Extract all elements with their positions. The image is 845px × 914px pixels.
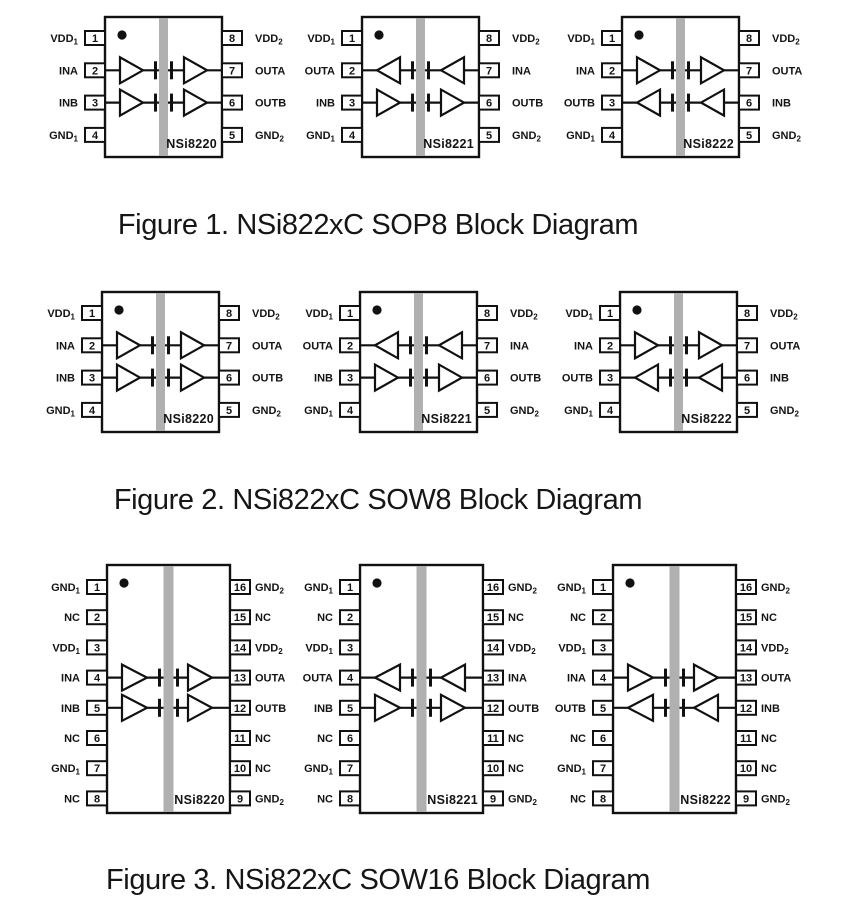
capacitor-plate [687, 94, 690, 112]
pin-label: $GND_2$ [770, 404, 799, 419]
pin-label: $VDD_1$ [307, 33, 335, 47]
pin-number: 2 [91, 65, 99, 78]
pin-number: 7 [599, 763, 607, 776]
capacitor-plate [427, 61, 430, 79]
pin-number: 6 [228, 97, 236, 110]
pin-label: $VDD_1$ [47, 308, 75, 322]
pin-label: OUTA [255, 65, 286, 78]
pin-label: $GND_2$ [255, 129, 284, 144]
pin-label: $GND_1$ [306, 129, 335, 144]
pin-label: OUTB [510, 372, 542, 385]
pin1-indicator-dot [632, 305, 641, 314]
pin-number: 5 [346, 702, 354, 715]
pin-number: 4 [93, 672, 101, 685]
pin-number: 2 [346, 340, 354, 353]
capacitor-plate [151, 369, 154, 387]
isolation-barrier [417, 566, 427, 812]
pin-number: 8 [93, 793, 101, 806]
pin-number: 3 [346, 372, 354, 385]
chip-diagram-nsi8222-sow8 [542, 289, 815, 435]
pin-label: INB [314, 702, 333, 715]
pin1-indicator-dot [119, 578, 128, 587]
pin-label: OUTB [561, 372, 593, 385]
pin-number: 3 [88, 372, 96, 385]
pin-number: 7 [228, 65, 236, 78]
pin-number: 1 [88, 308, 96, 320]
pin-number: 4 [88, 404, 96, 417]
pin-number: 10 [486, 763, 500, 776]
pin-number: 1 [346, 582, 354, 594]
capacitor-plate [170, 61, 173, 79]
capacitor-plate [685, 336, 688, 354]
pin-label: NC [317, 612, 333, 625]
pin-label: $GND_1$ [557, 582, 586, 596]
pin-number: 6 [745, 97, 753, 110]
pin-number: 3 [599, 642, 607, 655]
pin-number: 4 [346, 672, 354, 685]
pin-label: OUTA [252, 340, 283, 353]
pin-label: NC [570, 793, 586, 806]
pin-label: OUTA [304, 65, 335, 78]
pin-label: $VDD_1$ [305, 308, 333, 322]
capacitor-plate [170, 94, 173, 112]
chip-name-label: NSi8221 [427, 793, 478, 807]
pin-number: 7 [743, 340, 751, 353]
pin-number: 8 [743, 308, 751, 320]
pin1-indicator-dot [634, 30, 643, 39]
pin-label: $GND_2$ [252, 404, 281, 419]
pin-number: 6 [485, 97, 493, 110]
pin-label: $GND_1$ [51, 582, 80, 596]
pin-label: OUTA [302, 340, 333, 353]
pin-label: INA [576, 65, 595, 78]
capacitor-plate [158, 699, 161, 717]
pin-number: 5 [483, 404, 491, 417]
pin-label: INB [772, 97, 791, 110]
pin-number: 5 [745, 129, 753, 142]
chip-name-label: NSi8221 [423, 137, 474, 151]
capacitor-plate [671, 94, 674, 112]
pin-number: 6 [599, 733, 607, 745]
chip-name-label: NSi8220 [166, 137, 217, 151]
pin-number: 7 [745, 65, 753, 78]
pin-label: INB [770, 372, 789, 385]
pin-number: 6 [483, 372, 491, 385]
capacitor-plate [664, 699, 667, 717]
pin-label: NC [761, 733, 777, 745]
pin-label: NC [255, 733, 271, 745]
pin-label: INA [56, 340, 75, 353]
pin-number: 15 [739, 612, 753, 625]
chip-name-label: NSi8220 [174, 793, 225, 807]
pin-number: 14 [486, 642, 500, 655]
pin-number: 4 [346, 404, 354, 417]
pin-number: 8 [225, 308, 233, 320]
pin1-indicator-dot [372, 305, 381, 314]
pin-label: $GND_1$ [566, 129, 595, 144]
pin-number: 14 [233, 642, 247, 655]
pin-label: $VDD_2$ [508, 642, 536, 656]
capacitor-plate [411, 669, 414, 687]
chip-diagram-nsi8221-sop8 [284, 14, 557, 160]
pin-number: 3 [346, 642, 354, 655]
pin-number: 1 [346, 308, 354, 320]
capacitor-plate [669, 336, 672, 354]
chip-diagram-nsi8222-sow16 [535, 562, 814, 816]
pin-label: INA [510, 340, 529, 353]
pin-number: 6 [225, 372, 233, 385]
pin-number: 10 [233, 763, 247, 776]
pin-label: OUTB [563, 97, 595, 110]
pin-label: INB [56, 372, 75, 385]
isolation-barrier [159, 18, 168, 156]
pin-number: 5 [743, 404, 751, 417]
pin-number: 7 [485, 65, 493, 78]
pin-label: $GND_1$ [46, 404, 75, 419]
pin-number: 3 [608, 97, 616, 110]
chip-name-label: NSi8221 [421, 412, 472, 426]
pin-number: 3 [606, 372, 614, 385]
pin1-indicator-dot [625, 578, 634, 587]
pin-number: 7 [483, 340, 491, 353]
pin-label: $GND_2$ [508, 793, 537, 807]
chip-name-label: NSi8222 [681, 412, 732, 426]
pin-number: 1 [599, 582, 607, 594]
pin-label: $VDD_2$ [252, 308, 280, 322]
pin-number: 8 [228, 33, 236, 45]
pin-number: 11 [740, 733, 752, 745]
pin-number: 4 [606, 404, 614, 417]
isolation-barrier [674, 293, 683, 431]
isolation-barrier [164, 566, 174, 812]
isolation-barrier [416, 18, 425, 156]
pin-label: $GND_2$ [508, 582, 537, 596]
pin-number: 12 [233, 702, 247, 715]
pin-number: 1 [93, 582, 101, 594]
pin-label: INA [59, 65, 78, 78]
pin-number: 10 [739, 763, 753, 776]
pin-number: 5 [228, 129, 236, 142]
pin-label: NC [761, 612, 777, 625]
pin-number: 15 [233, 612, 247, 625]
capacitor-plate [429, 699, 432, 717]
pin-number: 2 [606, 340, 614, 353]
pin-number: 16 [486, 582, 500, 594]
pin-label: OUTA [302, 672, 333, 685]
isolation-barrier [676, 18, 685, 156]
pin-label: OUTB [255, 97, 287, 110]
isolation-barrier [156, 293, 165, 431]
pin-number: 5 [93, 702, 101, 715]
capacitor-plate [154, 61, 157, 79]
capacitor-plate [176, 669, 179, 687]
capacitor-plate [167, 369, 170, 387]
pin-number: 2 [346, 612, 354, 625]
pin-label: $GND_2$ [255, 793, 284, 807]
pin-label: $GND_2$ [510, 404, 539, 419]
capacitor-plate [682, 699, 685, 717]
pin-label: INB [316, 97, 335, 110]
pin-label: INA [512, 65, 531, 78]
pin-number: 11 [487, 733, 499, 745]
isolation-barrier [670, 566, 680, 812]
pin-number: 15 [486, 612, 500, 625]
pin-number: 2 [348, 65, 356, 78]
pin-label: NC [317, 793, 333, 806]
pin-label: $GND_1$ [304, 763, 333, 777]
chip-name-label: NSi8222 [680, 793, 731, 807]
pin-number: 5 [225, 404, 233, 417]
capacitor-plate [427, 94, 430, 112]
chip-name-label: NSi8222 [683, 137, 734, 151]
pin-label: OUTB [252, 372, 284, 385]
pin-label: $GND_2$ [255, 582, 284, 596]
pin-label: OUTA [772, 65, 803, 78]
pin-number: 9 [742, 793, 750, 806]
pin-number: 2 [88, 340, 96, 353]
pin-number: 2 [608, 65, 616, 78]
pin-number: 4 [599, 672, 607, 685]
chip-diagram-nsi8220-sow8 [24, 289, 297, 435]
capacitor-plate [411, 61, 414, 79]
pin1-indicator-dot [117, 30, 126, 39]
pin-number: 2 [93, 612, 101, 625]
pin-number: 8 [485, 33, 493, 45]
pin-label: $GND_1$ [304, 582, 333, 596]
pin-label: OUTB [554, 702, 586, 715]
pin-label: INA [567, 672, 586, 685]
pin-label: OUTA [770, 340, 801, 353]
pin-number: 7 [346, 763, 354, 776]
pin1-indicator-dot [374, 30, 383, 39]
pin-label: NC [64, 612, 80, 625]
pin-label: NC [508, 612, 524, 625]
capacitor-plate [425, 369, 428, 387]
pin-label: $VDD_2$ [255, 33, 283, 47]
pin1-indicator-dot [372, 578, 381, 587]
chip-diagram-nsi8222-sop8 [544, 14, 817, 160]
pin-label: $VDD_1$ [558, 642, 586, 656]
pin-number: 1 [608, 33, 616, 45]
pin-number: 8 [483, 308, 491, 320]
chip-name-label: NSi8220 [163, 412, 214, 426]
chip-diagram-nsi8221-sow8 [282, 289, 555, 435]
pin-number: 16 [233, 582, 247, 594]
pin-label: $VDD_1$ [50, 33, 78, 47]
capacitor-plate [154, 94, 157, 112]
pin-number: 6 [346, 733, 354, 745]
capacitor-plate [669, 369, 672, 387]
pin-label: $GND_1$ [49, 129, 78, 144]
pin-number: 1 [348, 33, 356, 45]
pin-number: 8 [745, 33, 753, 45]
pin-label: OUTB [255, 702, 287, 715]
pin-number: 5 [599, 702, 607, 715]
pin-number: 12 [486, 702, 500, 715]
pin-number: 6 [93, 733, 101, 745]
pin-label: NC [761, 763, 777, 776]
pin-label: INA [61, 672, 80, 685]
isolation-barrier [414, 293, 423, 431]
pin-label: INA [574, 340, 593, 353]
pin-number: 9 [489, 793, 497, 806]
pin-number: 1 [606, 308, 614, 320]
pin-label: NC [64, 793, 80, 806]
pin-number: 4 [348, 129, 356, 142]
pin-label: INB [761, 702, 780, 715]
pin-number: 9 [236, 793, 244, 806]
pin-number: 1 [91, 33, 99, 45]
pin-number: 4 [608, 129, 616, 142]
pin-number: 3 [91, 97, 99, 110]
pin-label: $VDD_1$ [305, 642, 333, 656]
pin-number: 13 [739, 672, 753, 685]
pin-label: INB [59, 97, 78, 110]
pin-label: NC [255, 612, 271, 625]
pin-number: 13 [486, 672, 500, 685]
pin-label: $VDD_2$ [510, 308, 538, 322]
figure-1-caption: Figure 1. NSi822xC SOP8 Block Diagram [117, 209, 639, 241]
pin-label: $GND_2$ [772, 129, 801, 144]
pin-number: 12 [739, 702, 753, 715]
capacitor-plate [167, 336, 170, 354]
pin-label: INA [508, 672, 527, 685]
pin-number: 6 [743, 372, 751, 385]
pin-number: 11 [234, 733, 246, 745]
pin-label: NC [570, 733, 586, 745]
capacitor-plate [411, 94, 414, 112]
pin-label: $VDD_1$ [565, 308, 593, 322]
pin-label: $GND_1$ [51, 763, 80, 777]
figure-3-caption: Figure 3. NSi822xC SOW16 Block Diagram [105, 864, 651, 896]
capacitor-plate [664, 669, 667, 687]
pin-number: 2 [599, 612, 607, 625]
pin-label: $VDD_1$ [567, 33, 595, 47]
pin-number: 8 [346, 793, 354, 806]
pin-label: $GND_1$ [557, 763, 586, 777]
pin-number: 14 [739, 642, 753, 655]
pin-label: INB [314, 372, 333, 385]
pin-label: OUTA [255, 672, 286, 685]
pin-label: NC [508, 763, 524, 776]
pin-label: $VDD_2$ [770, 308, 798, 322]
pin-label: OUTB [508, 702, 540, 715]
pin-label: INB [61, 702, 80, 715]
capacitor-plate [671, 61, 674, 79]
pin-number: 5 [485, 129, 493, 142]
pin-label: NC [570, 612, 586, 625]
capacitor-plate [682, 669, 685, 687]
pin-label: $VDD_2$ [772, 33, 800, 47]
pin-number: 3 [348, 97, 356, 110]
pin-label: NC [64, 733, 80, 745]
capacitor-plate [409, 336, 412, 354]
chip-diagram-nsi8221-sow16 [282, 562, 561, 816]
pin-label: $GND_2$ [512, 129, 541, 144]
pin-label: $VDD_1$ [52, 642, 80, 656]
capacitor-plate [685, 369, 688, 387]
capacitor-plate [687, 61, 690, 79]
capacitor-plate [429, 669, 432, 687]
pin-label: $GND_1$ [564, 404, 593, 419]
pin-number: 7 [225, 340, 233, 353]
pin-label: $VDD_2$ [255, 642, 283, 656]
pin-number: 16 [739, 582, 753, 594]
capacitor-plate [411, 699, 414, 717]
pin-label: OUTA [761, 672, 792, 685]
pin-label: NC [255, 763, 271, 776]
pin-label: NC [317, 733, 333, 745]
capacitor-plate [151, 336, 154, 354]
pin-number: 13 [233, 672, 247, 685]
pin-number: 4 [91, 129, 99, 142]
pin-number: 7 [93, 763, 101, 776]
capacitor-plate [176, 699, 179, 717]
pin-number: 3 [93, 642, 101, 655]
pin-label: $GND_2$ [761, 793, 790, 807]
figure-2-caption: Figure 2. NSi822xC SOW8 Block Diagram [113, 484, 643, 516]
capacitor-plate [425, 336, 428, 354]
pin-label: OUTB [512, 97, 544, 110]
pin1-indicator-dot [114, 305, 123, 314]
pin-label: $VDD_2$ [761, 642, 789, 656]
pin-label: $VDD_2$ [512, 33, 540, 47]
pin-label: NC [508, 733, 524, 745]
pin-label: $GND_2$ [761, 582, 790, 596]
pin-label: $GND_1$ [304, 404, 333, 419]
pin-number: 8 [599, 793, 607, 806]
chip-diagram-nsi8220-sop8 [27, 14, 300, 160]
capacitor-plate [409, 369, 412, 387]
chip-diagram-nsi8220-sow16 [29, 562, 308, 816]
capacitor-plate [158, 669, 161, 687]
